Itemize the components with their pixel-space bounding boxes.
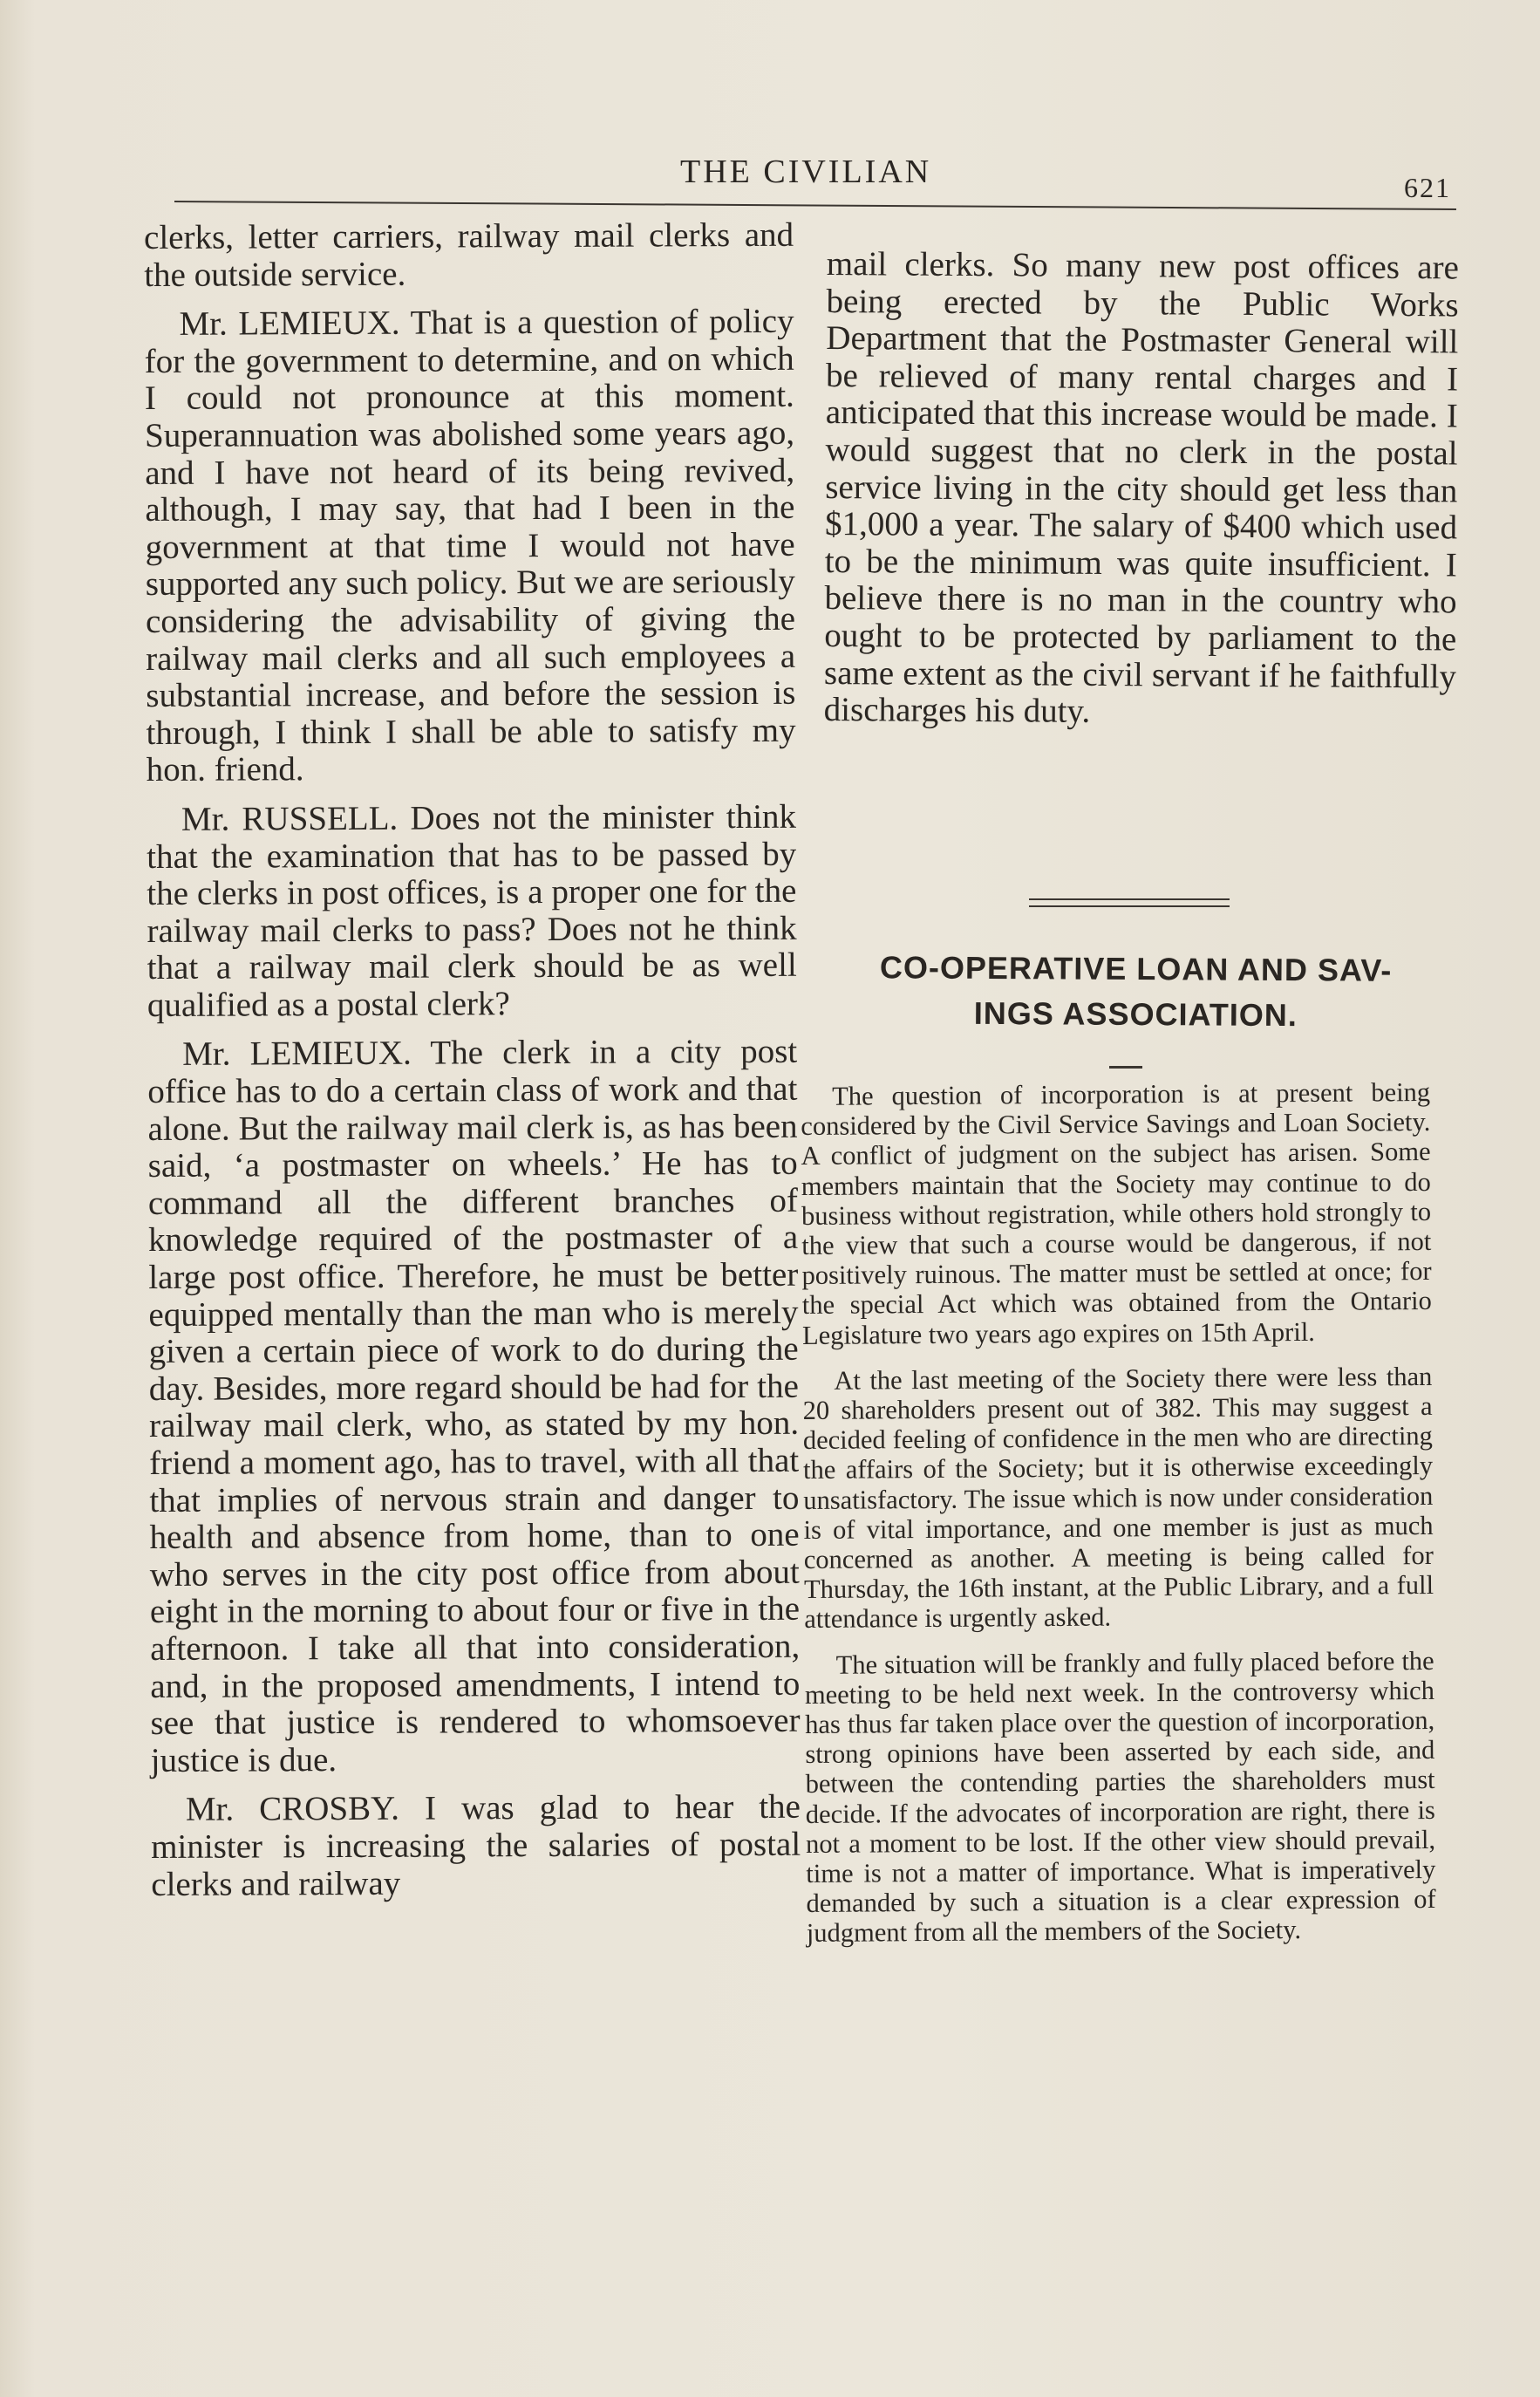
page-header [174, 153, 1465, 205]
left-column [144, 217, 801, 1916]
page-number: 621 [1404, 172, 1451, 203]
paragraph: Mr. RUSSELL. Does not the minister think that the examination that has to be passed by the clerks in post offices, is a proper one for the railway mail clerks to pass? Does not he think that a railway mail clerk should be as well qualified as a postal clerk? [147, 797, 797, 1024]
right-column [824, 246, 1459, 745]
paragraph: Mr. LEMIEUX. That is a question of policy for the government to determine, and on which I could not pronounce at this moment. Superannuation was abolished some years ago, and I have not heard of its being revived, although, I may say, that had I been in the government at that time I would not have supported any such policy. But we are seriously considering the advisability of giving the railway mail clerks and all such employees a substantial increase, and before the session is through, I think I shall be able to satisfy my hon. friend. [144, 302, 796, 789]
article-heading-line: INGS ASSOCIATION. [973, 994, 1298, 1034]
paragraph: The situation will be frankly and fully placed before the meeting to be held next week. In the controversy which has thus far taken place over the question of incorporation, strong opinions have been asserted by each side, and between the contending parties the shareholders must decide. If the advocates of incorporation are right, there is not a moment to be lost. If the other view should prevail, time is not a matter of importance. What is imperatively demanded by such a situation is a clear expression of judgment from all the members of the Society. [804, 1645, 1436, 1949]
paragraph: clerks, letter carriers, railway mail clerks and the outside service. [143, 215, 794, 294]
article-heading [815, 945, 1457, 1039]
heading-rule [1109, 1066, 1142, 1069]
article-heading-line: CO-OPERATIVE LOAN AND SAV- [879, 949, 1393, 988]
paragraph: The question of incorporation is at present being considered by the Civil Service Savings and Loan Society. A conflict of judgment on the subject has arisen. Some members maintain that the Society may continue to do business without registration, while others hold strongly to the view that such a course would be dangerous, if not positively ruinous. The matter must be settled at once; for the special Act which was obtained from the Ontario Legislature two years ago expires on 15th April. [801, 1076, 1432, 1350]
section-divider [1029, 898, 1230, 907]
paragraph: mail clerks. So many new post offices are being erected by the Public Works Department that the Postmaster General will be relieved of many rental charges and I anticipated that this increase would be made. I would suggest that no clerk in the postal service living in the city should get less than $1,000 a year. The salary of $400 which used to be the minimum was quite insufficient. I believe there is no man in the country who ought to be protected by parliament to the same extent as the civil servant if he faithfully discharges his duty. [823, 245, 1459, 730]
paragraph: Mr. LEMIEUX. The clerk in a city post office has to do a certain class of work and that alone. But the railway mail clerk is, as has been said, ‘a postmaster on wheels.’ He has to command all the different branches of knowledge required of the postmaster of a large post office. Therefore, he must be better equipped mentally than the man who is merely given a certain piece of work to do during the day. Besides, more regard should be had for the railway mail clerk, who, as stated by my hon. friend a moment ago, has to travel, with all that that implies of nervous strain and danger to health and absence from home, than to one who serves in the city post office from about eight in the morning to about four or five in the afternoon. I take all that into consideration, and, in the proposed amendments, I intend to see that justice is rendered to whomsoever justice is due. [147, 1033, 801, 1779]
paragraph: At the last meeting of the Society there were less than 20 shareholders present out of 382. This may suggest a decided feeling of confidence in the men who are directing the affairs of the Society; but it is otherwise exceedingly unsatisfactory. The issue which is now under consideration is of vital importance, and one member is just as much concerned as another. A meeting is being called for Thursday, the 16th instant, at the Public Library, and a full attendance is urgently asked. [802, 1361, 1434, 1635]
article-body [801, 1077, 1436, 1964]
paragraph: Mr. CROSBY. I was glad to hear the minister is increasing the salaries of postal clerks and railway [151, 1788, 801, 1903]
running-title: THE CIVILIAN [680, 154, 932, 190]
